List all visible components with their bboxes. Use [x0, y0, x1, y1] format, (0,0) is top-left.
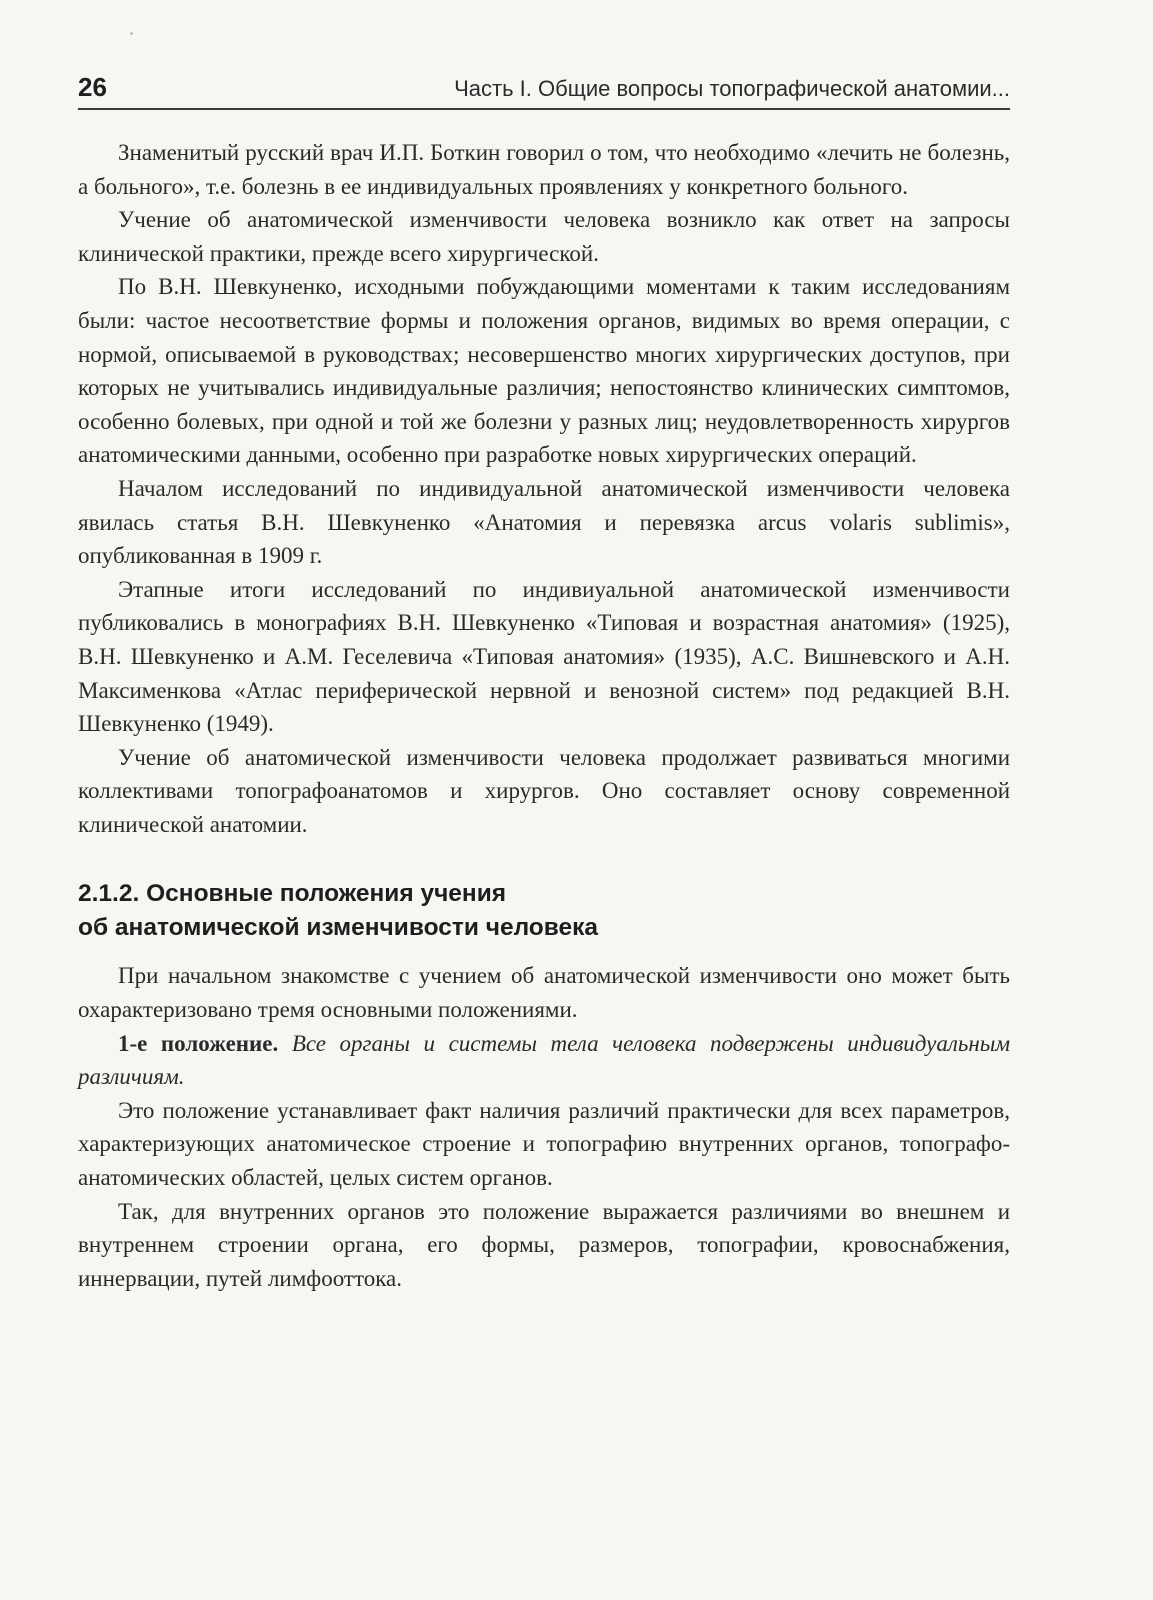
- page-number: 26: [78, 72, 107, 102]
- position-1-text: Все органы и системы тела человека подвержены индивидуальным различиям.: [78, 1030, 1011, 1090]
- section-heading: [78, 877, 1010, 945]
- position-1-label: 1-е положение.: [118, 1030, 279, 1056]
- paragraph-position-1: [78, 1027, 1010, 1094]
- scan-speck: [130, 32, 133, 35]
- paragraph-internal-organs: Так, для внутренних органов это положение выражается различиями во внешнем и внутреннем строении органа, его формы, размеров, топографии, кровоснабжения, иннервации, путей лимфооттока.: [78, 1198, 1010, 1291]
- paragraph-intro: При начальном знакомстве с учением об анатомической изменчивости оно может быть охарактеризовано тремя основными положениями.: [78, 963, 1010, 1023]
- paragraph-botkin: Знаменитый русский врач И.П. Боткин говорил о том, что необходимо «лечить не болезнь, а больного», т.е. болезнь в ее индивидуальных проявлениях у конкретного больного.: [78, 140, 1010, 199]
- paragraph-monographs: Этапные итоги исследований по индивиуальной анатомической изменчивости публиковались в монографиях В.Н. Шевкуненко «Типовая и возрастная анатомия» (1925), В.Н. Шевкуненко и А.М. Геселевича «Типовая анатомия» (1935), А.С. Вишневского и А.Н. Максименкова «Атлас периферической нервной и венозной систем» под редакцией В.Н. Шевкуненко (1949).: [78, 576, 1010, 737]
- section-heading-line-1: 2.1.2. Основные положения учения: [78, 880, 507, 908]
- paragraph-origin: Учение об анатомической изменчивости человека возникло как ответ на запросы клинической практики, прежде всего хирургической.: [78, 207, 1010, 266]
- running-head: [78, 72, 1010, 110]
- paragraph-shevkunenko-motives: По В.Н. Шевкуненко, исходными побуждающими моментами к таким исследованиям были: частое несоответствие формы и положения органов, видимых во время операции, с нормой, описываемой в руководствах; несовершенство многих хирургических доступов, при которых не учитывались индивидуальные различия; непостоянство клинических симптомов, особенно болевых, при одной и той же болезни у разных лиц; неудовлетворенность хирургов анатомическими данными, особенно при разработке новых хирургических операций.: [78, 274, 1010, 468]
- book-page: [78, 72, 1010, 1572]
- body-text: [78, 136, 1010, 1295]
- paragraph-first-article: Началом исследований по индивидуальной анатомической изменчивости человека явилась статья В.Н. Шевкуненко «Анатомия и перевязка arcus volaris sublimis», опубликованная в 1909 г.: [78, 475, 1010, 569]
- section-heading-line-2: об анатомической изменчивости человека: [78, 914, 599, 942]
- paragraph-development: Учение об анатомической изменчивости человека продолжает развиваться многими коллективами топографоанатомов и хирургов. Оно составляет основу современной клинической анатомии.: [78, 744, 1010, 837]
- running-title: Часть I. Общие вопросы топографической анатомии...: [454, 76, 1010, 101]
- paragraph-position-1-explanation: Это положение устанавливает факт наличия различий практически для всех параметров, характеризующих анатомическое строение и топографию внутренних органов, топографо-анатомических областей, целых систем органов.: [78, 1097, 1010, 1191]
